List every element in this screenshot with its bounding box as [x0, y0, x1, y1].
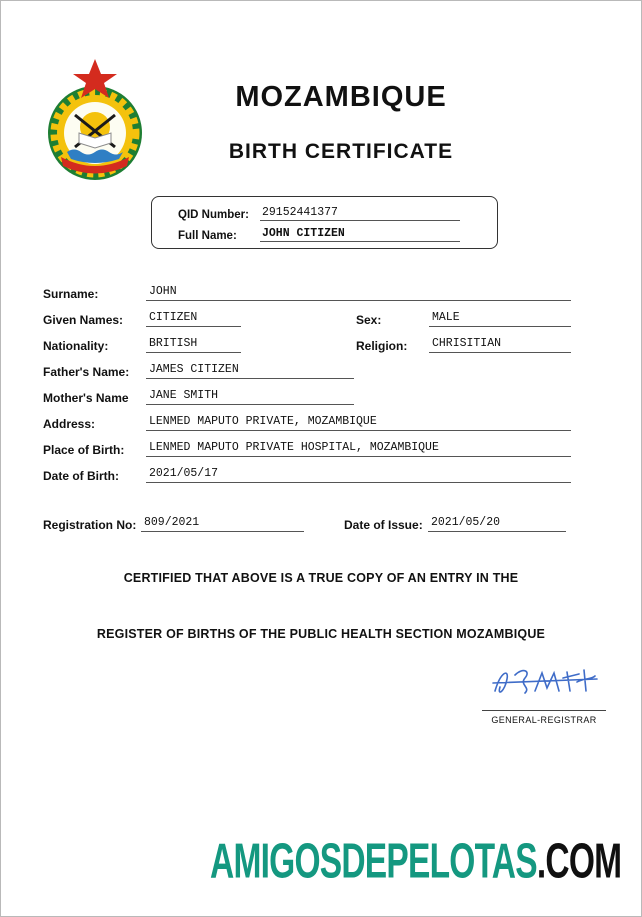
- full-name-value: JOHN CITIZEN: [260, 227, 460, 242]
- place-of-birth-row: [43, 440, 571, 457]
- watermark: [210, 834, 621, 890]
- qid-number-value: 29152441377: [260, 206, 460, 221]
- full-name-label: Full Name:: [178, 230, 237, 242]
- certification-statement-line2: REGISTER OF BIRTHS OF THE PUBLIC HEALTH SECTION MOZAMBIQUE: [96, 627, 546, 641]
- nationality-value: BRITISH: [146, 337, 241, 353]
- mothers-name-label: Mother's Name: [43, 391, 129, 405]
- given-names-value: CITIZEN: [146, 311, 241, 327]
- religion-value: CHRISITIAN: [429, 337, 571, 353]
- date-of-birth-label: Date of Birth:: [43, 469, 119, 483]
- nationality-label: Nationality:: [43, 339, 109, 353]
- given-names-label: Given Names:: [43, 313, 124, 327]
- registration-issue-row: [43, 515, 566, 532]
- signature-line: [482, 710, 606, 711]
- fathers-name-value: JAMES CITIZEN: [146, 363, 354, 379]
- place-of-birth-value: LENMED MAPUTO PRIVATE HOSPITAL, MOZAMBIQUE: [146, 441, 571, 457]
- qid-number-label: QID Number:: [178, 209, 249, 221]
- fathers-name-row: [43, 362, 571, 379]
- mothers-name-row: [43, 388, 571, 405]
- mothers-name-value: JANE SMITH: [146, 389, 354, 405]
- fathers-name-label: Father's Name:: [43, 365, 130, 379]
- surname-label: Surname:: [43, 287, 99, 301]
- registrar-signature-icon: [485, 663, 603, 703]
- certificate-subtitle: BIRTH CERTIFICATE: [228, 140, 454, 163]
- surname-row: [43, 284, 571, 301]
- sex-value: MALE: [429, 311, 571, 327]
- qid-number-row: [178, 205, 497, 221]
- address-label: Address:: [43, 417, 96, 431]
- religion-label: Religion:: [356, 339, 408, 353]
- form-fields: [43, 284, 571, 492]
- watermark-site-name: AMIGOSDEPELOTAS: [209, 833, 537, 889]
- date-of-issue-value: 2021/05/20: [428, 516, 566, 532]
- page-title: MOZAMBIQUE: [235, 81, 447, 113]
- nationality-religion-row: [43, 336, 571, 353]
- registration-no-value: 809/2021: [141, 516, 304, 532]
- given-names-sex-row: [43, 310, 571, 327]
- date-of-birth-value: 2021/05/17: [146, 467, 571, 483]
- watermark-tld: .COM: [536, 833, 621, 889]
- full-name-row: [178, 226, 497, 242]
- place-of-birth-label: Place of Birth:: [43, 443, 125, 457]
- qid-box: [151, 196, 498, 249]
- surname-value: JOHN: [146, 285, 571, 301]
- address-row: [43, 414, 571, 431]
- certification-statement-line1: CERTIFIED THAT ABOVE IS A TRUE COPY OF AN ENTRY IN THE: [123, 571, 519, 585]
- address-value: LENMED MAPUTO PRIVATE, MOZAMBIQUE: [146, 415, 571, 431]
- registration-no-label: Registration No:: [43, 518, 137, 532]
- sex-label: Sex:: [356, 313, 382, 327]
- date-of-issue-label: Date of Issue:: [344, 518, 423, 532]
- registrar-title: GENERAL-REGISTRAR: [491, 715, 597, 725]
- mozambique-coat-of-arms-icon: [45, 59, 145, 187]
- signature-block: [482, 663, 606, 725]
- date-of-birth-row: [43, 466, 571, 483]
